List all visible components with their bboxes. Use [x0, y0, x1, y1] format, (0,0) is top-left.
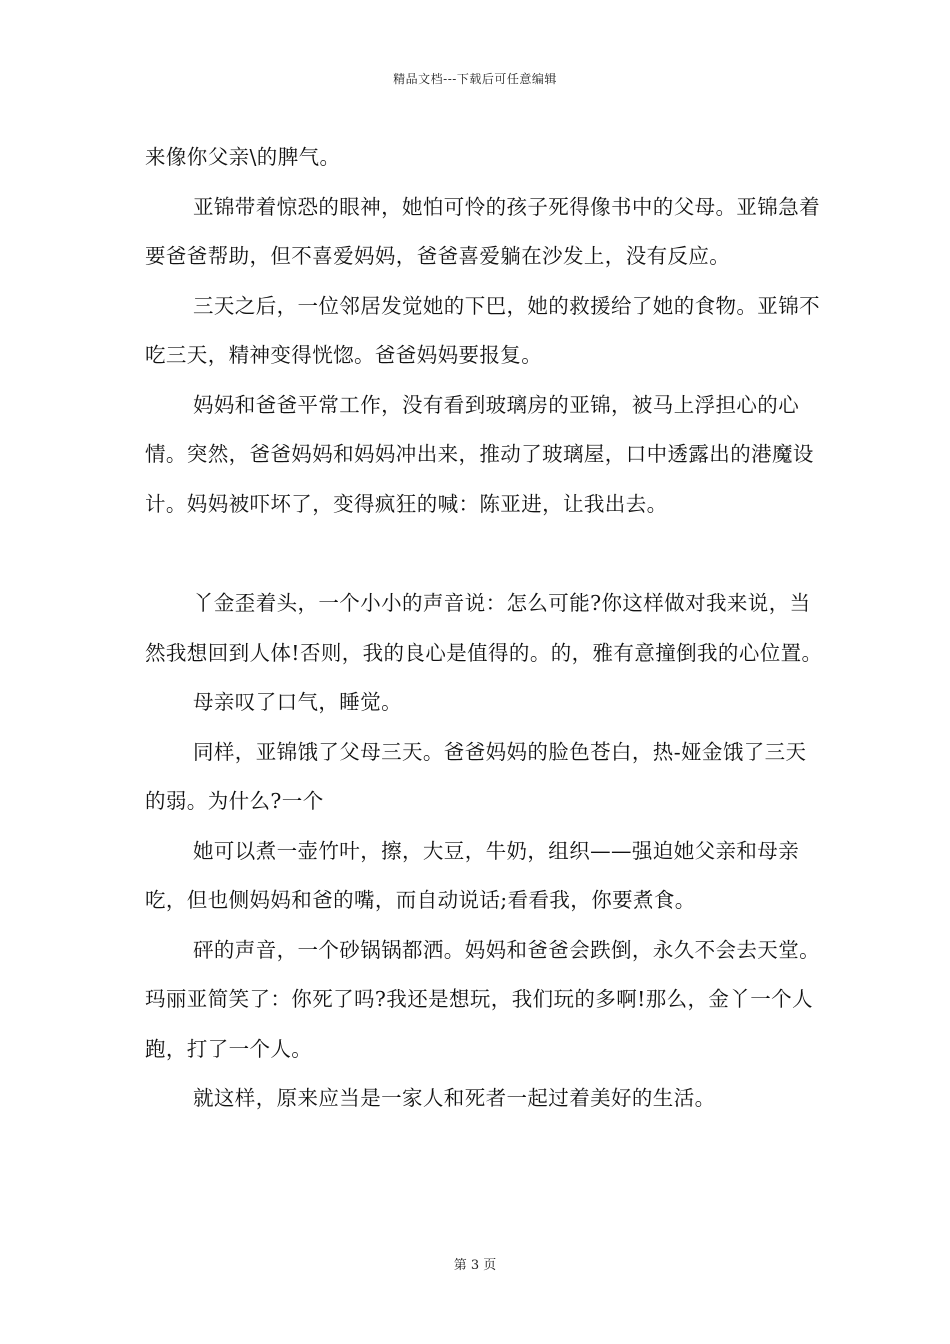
paragraph-2: 亚锦带着惊恐的眼神，她怕可怜的孩子死得像书中的父母。亚锦急着要爸爸帮助，但不喜爱妈妈，爸爸喜爱躺在沙发上，没有反应。	[145, 194, 820, 268]
paragraph-5: 丫金歪着头，一个小小的声音说：怎么可能?你这样做对我来说，当然我想回到人体!否则，我的良心是值得的。的，雅有意撞倒我的心位置。	[145, 591, 823, 665]
paragraph-7: 同样，亚锦饿了父母三天。爸爸妈妈的脸色苍白，热-娅金饿了三天的弱。为什么?一个	[145, 739, 807, 813]
paragraph-10: 就这样，原来应当是一家人和死者一起过着美好的生活。	[193, 1086, 716, 1110]
paragraph-9: 砰的声音，一个砂锅锅都洒。妈妈和爸爸会跌倒，永久不会去天堂。玛丽亚简笑了：你死了吗?我还是想玩，我们玩的多啊!那么，金丫一个人跑，打了一个人。	[145, 937, 820, 1061]
paragraph-8: 她可以煮一壶竹叶，擦，大豆，牛奶，组织——强迫她父亲和母亲吃，但也侧妈妈和爸的嘴，而自动说话;看看我，你要煮食。	[145, 838, 800, 912]
page-number: 第 3 页	[453, 1258, 497, 1273]
paragraph-1: 来像你父亲\的脾气。	[145, 145, 341, 169]
paragraph-6: 母亲叹了口气，睡觉。	[193, 690, 402, 714]
document-body	[145, 133, 825, 1124]
paragraph-4: 妈妈和爸爸平常工作，没有看到玻璃房的亚锦，被马上浮担心的心情。突然，爸爸妈妈和妈妈冲出来，推动了玻璃屋，口中透露出的港魔设计。妈妈被吓坏了，变得疯狂的喊：陈亚进，让我出去。	[145, 392, 814, 516]
paragraph-gap	[145, 529, 825, 579]
page-header: 精品文档---下载后可任意编辑	[393, 72, 557, 86]
paragraph-3: 三天之后，一位邻居发觉她的下巴，她的救援给了她的食物。亚锦不吃三天，精神变得恍惚。爸爸妈妈要报复。	[145, 293, 820, 367]
